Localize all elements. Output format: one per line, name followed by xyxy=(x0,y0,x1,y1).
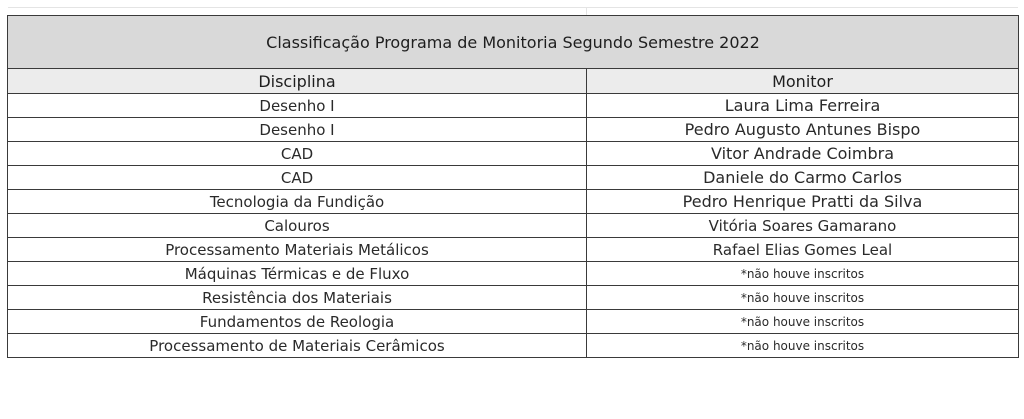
table-row xyxy=(8,190,1019,214)
discipline-cell: Desenho I xyxy=(8,94,587,118)
column-header-monitor: Monitor xyxy=(587,69,1019,94)
table-title: Classificação Programa de Monitoria Segundo Semestre 2022 xyxy=(8,16,1019,69)
table-row xyxy=(8,262,1019,286)
sheet-column-divider xyxy=(586,7,587,15)
discipline-cell: CAD xyxy=(8,166,587,190)
monitor-cell: *não houve inscritos xyxy=(587,310,1019,334)
discipline-cell: Calouros xyxy=(8,214,587,238)
classification-table xyxy=(7,15,1019,358)
monitor-cell: *não houve inscritos xyxy=(587,334,1019,358)
monitor-cell: Pedro Augusto Antunes Bispo xyxy=(587,118,1019,142)
table-row xyxy=(8,166,1019,190)
monitor-cell: Pedro Henrique Pratti da Silva xyxy=(587,190,1019,214)
discipline-cell: Desenho I xyxy=(8,118,587,142)
discipline-cell: Resistência dos Materiais xyxy=(8,286,587,310)
table-row xyxy=(8,118,1019,142)
discipline-cell: CAD xyxy=(8,142,587,166)
monitor-cell: *não houve inscritos xyxy=(587,286,1019,310)
discipline-cell: Máquinas Térmicas e de Fluxo xyxy=(8,262,587,286)
sheet-top-gridline xyxy=(8,7,1018,8)
monitor-cell: Rafael Elias Gomes Leal xyxy=(587,238,1019,262)
monitor-cell: Vitor Andrade Coimbra xyxy=(587,142,1019,166)
discipline-cell: Fundamentos de Reologia xyxy=(8,310,587,334)
table-row xyxy=(8,238,1019,262)
monitor-cell: Laura Lima Ferreira xyxy=(587,94,1019,118)
monitor-cell: Daniele do Carmo Carlos xyxy=(587,166,1019,190)
discipline-cell: Tecnologia da Fundição xyxy=(8,190,587,214)
table-row xyxy=(8,286,1019,310)
discipline-cell: Processamento Materiais Metálicos xyxy=(8,238,587,262)
monitor-cell: *não houve inscritos xyxy=(587,262,1019,286)
table-row xyxy=(8,310,1019,334)
table-row xyxy=(8,94,1019,118)
monitor-cell: Vitória Soares Gamarano xyxy=(587,214,1019,238)
table-row xyxy=(8,142,1019,166)
discipline-cell: Processamento de Materiais Cerâmicos xyxy=(8,334,587,358)
table-row xyxy=(8,214,1019,238)
column-header-discipline: Disciplina xyxy=(8,69,587,94)
table-row xyxy=(8,334,1019,358)
